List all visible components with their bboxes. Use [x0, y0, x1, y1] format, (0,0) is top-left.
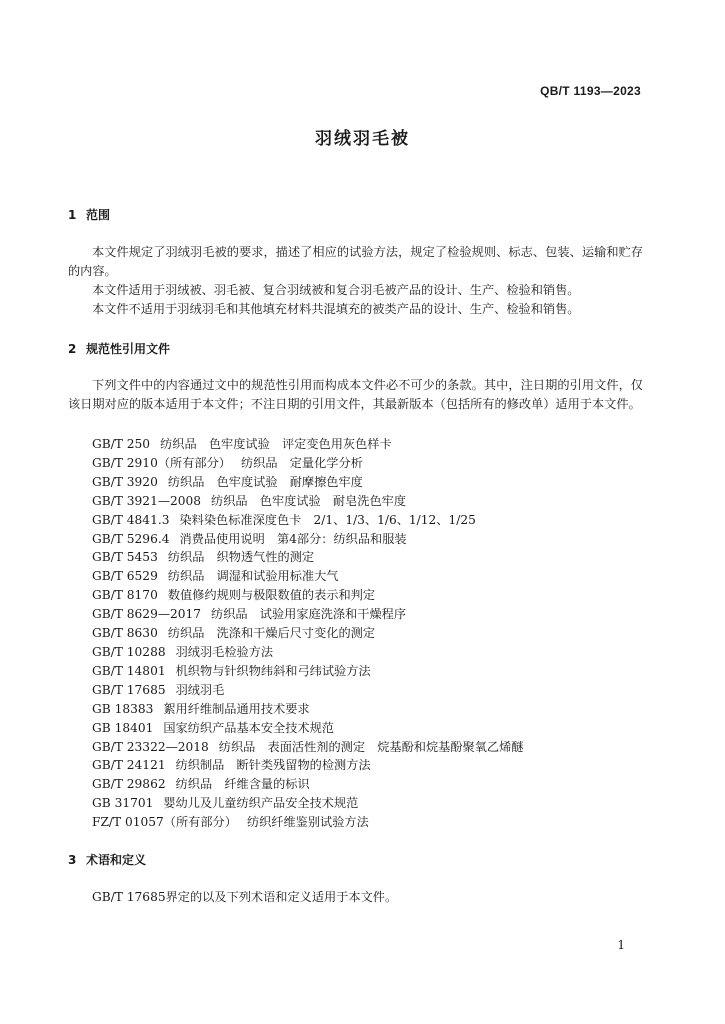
scope-paragraph: 本文件规定了羽绒羽毛被的要求，描述了相应的试验方法，规定了检验规则、标志、包装、运输和贮存的内容。	[68, 245, 643, 278]
reference-code: GB/T 8630	[92, 626, 158, 641]
reference-code: GB 31701	[92, 796, 154, 811]
reference-title: 纺织品 试验用家庭洗涤和干燥程序	[211, 607, 407, 622]
reference-title: 数值修约规则与极限数值的表示和判定	[167, 588, 376, 603]
reference-item	[92, 605, 523, 624]
reference-item	[92, 492, 523, 511]
reference-title: 纺织品 调湿和试验用标准大气	[167, 569, 339, 584]
reference-title: 消费品使用说明 第4部分：纺织品和服装	[179, 531, 407, 546]
document-title: 羽绒羽毛被	[315, 129, 410, 149]
reference-code: GB/T 24121	[92, 758, 166, 773]
reference-title: 絮用纤维制品通用技术要求	[163, 701, 310, 716]
reference-item	[92, 548, 523, 567]
reference-code: GB/T 5296.4	[92, 531, 170, 546]
reference-title: 纺织制品 断针类残留物的检测方法	[175, 758, 371, 773]
reference-item	[92, 586, 523, 605]
section-2-intro	[68, 376, 643, 414]
section-2-heading	[68, 340, 170, 357]
section-2-title: 规范性引用文件	[86, 342, 171, 356]
reference-title: 纺织品 织物透气性的测定	[167, 550, 315, 565]
reference-title: 纺织品 纤维含量的标识	[175, 777, 310, 792]
section-3-heading	[68, 851, 146, 868]
reference-code: GB/T 3920	[92, 474, 158, 489]
reference-item	[92, 473, 523, 492]
reference-code: GB/T 10288	[92, 644, 166, 659]
reference-code: GB/T 5453	[92, 550, 158, 565]
reference-code: GB/T 3921—2008	[92, 493, 202, 508]
reference-title: 羽绒羽毛检验方法	[175, 644, 274, 659]
reference-item	[92, 700, 523, 719]
reference-code: GB 18401	[92, 720, 154, 735]
section-1-heading	[68, 206, 110, 223]
reference-title: 婴幼儿及儿童纺织产品安全技术规范	[163, 796, 359, 811]
reference-item	[92, 775, 523, 794]
reference-title: 机织物与针织物纬斜和弓纬试验方法	[175, 663, 371, 678]
reference-code: GB/T 8170	[92, 588, 158, 603]
reference-title: 染料染色标准深度色卡 2/1、1/3、1/6、1/12、1/25	[179, 512, 476, 527]
reference-code: GB/T 2910（所有部分）	[92, 455, 231, 470]
reference-title: 国家纺织产品基本安全技术规范	[163, 720, 334, 735]
reference-title: 纺织品 洗涤和干燥后尺寸变化的测定	[167, 626, 376, 641]
reference-title: 纺织品 表面活性剂的测定 烷基酚和烷基酚聚氧乙烯醚	[218, 739, 524, 754]
reference-title: 纺织品 色牢度试验 耐摩擦色牢度	[167, 474, 363, 489]
section-1-title: 范围	[86, 208, 111, 222]
reference-list	[92, 435, 523, 832]
reference-item	[92, 643, 523, 662]
reference-title: 羽绒羽毛	[175, 682, 225, 697]
reference-title: 纺织品 色牢度试验 耐皂洗色牢度	[211, 493, 407, 508]
section-3-number: 3	[68, 853, 77, 867]
reference-item	[92, 756, 523, 775]
reference-code: GB/T 4841.3	[92, 512, 170, 527]
reference-code: GB/T 23322—2018	[92, 739, 209, 754]
reference-item	[92, 454, 523, 473]
reference-item	[92, 567, 523, 586]
reference-code: GB 18383	[92, 701, 154, 716]
section-2-number: 2	[68, 342, 77, 356]
reference-title: 纺织品 色牢度试验 评定变色用灰色样卡	[160, 437, 392, 451]
scope-paragraph: 本文件适用于羽绒被、羽毛被、复合羽绒被和复合羽毛被产品的设计、生产、检验和销售。	[92, 283, 580, 297]
reference-item	[92, 624, 523, 643]
reference-title: 纺织品 定量化学分析	[240, 455, 363, 470]
section-1-body	[68, 243, 643, 319]
reference-item	[92, 813, 523, 832]
reference-item	[92, 530, 523, 549]
reference-item	[92, 511, 523, 530]
section-3-body	[68, 888, 643, 907]
reference-code: GB/T 250	[92, 437, 151, 451]
reference-item	[92, 662, 523, 681]
reference-item	[92, 794, 523, 813]
references-intro-paragraph: 下列文件中的内容通过文中的规范性引用而构成本文件必不可少的条款。其中，注日期的引用文件，仅该日期对应的版本适用于本文件；不注日期的引用文件，其最新版本（包括所有的修改单）适用于本文件。	[68, 378, 643, 411]
terms-paragraph: GB/T 17685界定的以及下列术语和定义适用于本文件。	[92, 890, 398, 904]
section-1-number: 1	[68, 208, 77, 222]
scope-paragraph: 本文件不适用于羽绒羽毛和其他填充材料共混填充的被类产品的设计、生产、检验和销售。	[92, 302, 580, 316]
reference-code: GB/T 8629—2017	[92, 607, 202, 622]
reference-item	[92, 435, 523, 454]
page-number: 1	[617, 938, 625, 952]
reference-code: GB/T 14801	[92, 663, 166, 678]
reference-code: GB/T 17685	[92, 682, 166, 697]
reference-item	[92, 738, 523, 757]
reference-title: 纺织纤维鉴别试验方法	[246, 815, 369, 830]
reference-code: GB/T 6529	[92, 569, 158, 584]
reference-code: FZ/T 01057（所有部分）	[92, 815, 237, 830]
section-3-title: 术语和定义	[86, 853, 147, 867]
document-code: QB/T 1193—2023	[540, 84, 641, 98]
reference-item	[92, 681, 523, 700]
reference-code: GB/T 29862	[92, 777, 166, 792]
reference-item	[92, 719, 523, 738]
